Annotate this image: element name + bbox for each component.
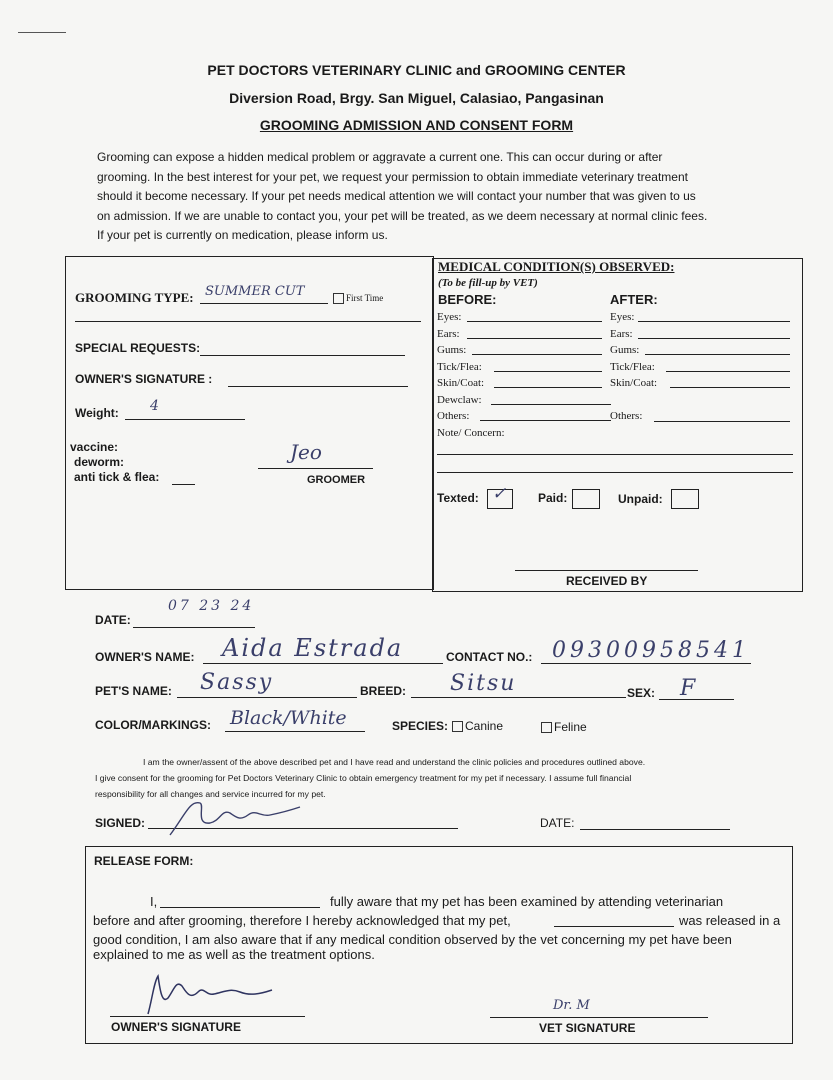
sex-label: SEX: <box>627 686 656 700</box>
feline-checkbox[interactable] <box>541 722 552 733</box>
date-label: DATE: <box>95 613 131 627</box>
release-line2: before and after grooming, therefore I hereby acknowledged that my pet, <box>93 913 511 928</box>
intro-line: on admission. If we are unable to contact you, your pet will be treated, as we deem necessary at normal clinic fees. <box>97 208 708 223</box>
paid-checkbox[interactable] <box>572 489 600 509</box>
sex-value[interactable]: F <box>680 676 696 701</box>
before-line[interactable] <box>472 354 602 355</box>
note-line[interactable] <box>437 454 793 455</box>
before-line[interactable] <box>491 404 611 405</box>
weight-label: Weight: <box>75 406 119 420</box>
release-owner-signature-scribble <box>140 970 280 1018</box>
weight-line <box>125 419 245 420</box>
consent-line: I give consent for the grooming for Pet Doctors Veterinary Clinic to obtain emergency treatment for my pet if necessary. I assume full financial <box>95 773 632 783</box>
consent-line: responsibility for all changes and service incurred for my pet. <box>95 789 326 799</box>
intro-line: grooming. In the best interest for your pet, we request your permission to obtain immediate veterinary treatment <box>97 169 688 184</box>
pet-name-line <box>177 697 357 698</box>
after-item-skincoat: Skin/Coat: <box>610 377 658 389</box>
before-item-ears: Ears: <box>437 327 460 340</box>
groomer-signature: Jeo <box>290 440 322 464</box>
before-item-skincoat: Skin/Coat: <box>437 377 485 389</box>
received-by-line[interactable] <box>515 570 698 571</box>
breed-value[interactable]: Sitsu <box>450 671 517 696</box>
form-title: GROOMING ADMISSION AND CONSENT FORM <box>259 117 574 133</box>
after-item-gums: Gums: <box>610 344 640 356</box>
groomer-label: GROOMER <box>307 474 366 486</box>
canine-checkbox[interactable] <box>452 721 463 732</box>
release-line4: explained to me as well as the treatment options. <box>93 947 375 962</box>
release-title: RELEASE FORM: <box>94 854 194 868</box>
intro-paragraph <box>97 148 757 246</box>
first-time-checkbox[interactable] <box>333 293 344 304</box>
color-value[interactable]: Black/White <box>230 707 347 729</box>
pen-mark <box>18 32 66 33</box>
after-items <box>610 309 657 425</box>
before-item-gums: Gums: <box>437 344 467 356</box>
anti-tick-line <box>172 484 195 485</box>
anti-tick-label: anti tick & flea: <box>74 470 160 484</box>
after-item-others: Others: <box>610 410 643 422</box>
pet-name-label: PET'S NAME: <box>95 684 172 698</box>
vet-signature-value: Dr. M <box>553 998 590 1013</box>
paid-label: Paid: <box>538 491 568 505</box>
color-label: COLOR/MARKINGS: <box>95 718 211 732</box>
before-line[interactable] <box>467 321 602 322</box>
species-label: SPECIES: <box>392 719 449 733</box>
release-i: I, <box>150 894 158 909</box>
before-line[interactable] <box>494 387 602 388</box>
before-line[interactable] <box>494 371 602 372</box>
date2-label: DATE: <box>540 816 575 830</box>
owner-name-label: OWNER'S NAME: <box>95 650 195 664</box>
note-label: Note/ Concern: <box>437 426 505 439</box>
unpaid-checkbox[interactable] <box>671 489 699 509</box>
after-line[interactable] <box>645 354 790 355</box>
signed-label: SIGNED: <box>95 816 146 830</box>
date-value[interactable]: 07 23 24 <box>168 598 255 614</box>
grooming-extra-line <box>75 321 421 322</box>
before-line[interactable] <box>480 420 611 421</box>
feline-option[interactable] <box>541 720 587 734</box>
owner-signature-scribble <box>160 795 310 840</box>
after-label: AFTER: <box>610 292 658 307</box>
grooming-type-value[interactable]: SUMMER CUT <box>205 284 305 299</box>
owner-name-line <box>203 663 443 664</box>
first-time-option[interactable] <box>333 293 383 304</box>
date-line <box>133 627 255 628</box>
feline-label: Feline <box>554 720 587 734</box>
after-line[interactable] <box>670 387 790 388</box>
vet-signature-line[interactable] <box>490 1017 708 1018</box>
contact-line <box>541 663 751 664</box>
owner-name-value[interactable]: Aida Estrada <box>222 634 404 662</box>
texted-label: Texted: <box>437 491 479 505</box>
first-time-label: First Time <box>346 293 384 303</box>
intro-line: Grooming can expose a hidden medical problem or aggravate a current one. This can occur during or after <box>97 150 663 164</box>
weight-value[interactable]: 4 <box>150 398 159 414</box>
before-item-eyes: Eyes: <box>437 311 462 323</box>
received-by-label: RECEIVED BY <box>566 574 648 588</box>
prevention-list <box>70 440 159 485</box>
medical-subtitle: (To be fill-up by VET) <box>438 277 538 289</box>
breed-line <box>411 697 626 698</box>
deworm-label: deworm: <box>74 455 125 469</box>
unpaid-label: Unpaid: <box>618 492 663 506</box>
after-item-ears: Ears: <box>610 327 633 340</box>
owner-signature-label: OWNER'S SIGNATURE : <box>75 372 213 386</box>
groomer-line <box>258 468 373 469</box>
before-item-dewclaw: Dewclaw: <box>437 393 482 406</box>
after-line[interactable] <box>638 338 790 339</box>
before-label: BEFORE: <box>438 292 497 307</box>
release-owner-signature-line[interactable] <box>110 1016 305 1017</box>
release-line3: good condition, I am also aware that if any medical condition observed by the vet concerning my pet have been <box>93 932 732 947</box>
color-line <box>225 731 365 732</box>
after-line[interactable] <box>654 421 790 422</box>
after-item-tickflea: Tick/Flea: <box>610 360 655 373</box>
medical-title: MEDICAL CONDITION(S) OBSERVED: <box>438 259 675 274</box>
after-line[interactable] <box>666 371 790 372</box>
intro-line: If your pet is currently on medication, please inform us. <box>97 228 388 243</box>
owner-signature-line[interactable] <box>228 386 408 387</box>
release-line1: fully aware that my pet has been examined by attending veterinarian <box>330 894 724 909</box>
special-requests-label: SPECIAL REQUESTS: <box>75 341 201 355</box>
release-owner-signature-label: OWNER'S SIGNATURE <box>111 1020 241 1034</box>
release-name-line[interactable] <box>160 907 320 908</box>
consent-line: I am the owner/assent of the above described pet and I have read and understand the clinic policies and procedures outlined above. <box>143 757 646 767</box>
release-line2b: was released in a <box>679 913 781 928</box>
note-line[interactable] <box>437 472 793 473</box>
grooming-box <box>65 256 434 590</box>
grooming-type-line <box>200 303 328 304</box>
pet-name-value[interactable]: Sassy <box>200 670 274 695</box>
before-item-tickflea: Tick/Flea: <box>437 360 482 373</box>
clinic-name: PET DOCTORS VETERINARY CLINIC and GROOMING CENTER <box>207 62 626 78</box>
canine-option[interactable] <box>452 719 503 733</box>
date2-line[interactable] <box>580 829 730 830</box>
intro-line: should it become necessary. If your pet needs medical attention we will contact your number that was given to us <box>97 189 696 204</box>
canine-label: Canine <box>465 719 504 733</box>
sex-line <box>659 699 734 700</box>
vaccine-label: vaccine: <box>70 440 119 454</box>
before-items <box>437 309 505 441</box>
grooming-type-label: GROOMING TYPE: <box>75 290 194 305</box>
contact-value[interactable]: 09300958541 <box>552 638 750 663</box>
special-requests-line[interactable] <box>200 355 405 356</box>
after-line[interactable] <box>638 321 790 322</box>
vet-signature-label: VET SIGNATURE <box>539 1021 636 1035</box>
texted-check-mark: ✓ <box>492 484 507 504</box>
before-line[interactable] <box>467 338 602 339</box>
breed-label: BREED: <box>360 684 407 698</box>
clinic-address: Diversion Road, Brgy. San Miguel, Calasiao, Pangasinan <box>229 90 604 106</box>
after-item-eyes: Eyes: <box>610 311 635 323</box>
release-pet-line[interactable] <box>554 926 674 927</box>
contact-label: CONTACT NO.: <box>446 650 533 664</box>
before-item-others: Others: <box>437 410 470 422</box>
